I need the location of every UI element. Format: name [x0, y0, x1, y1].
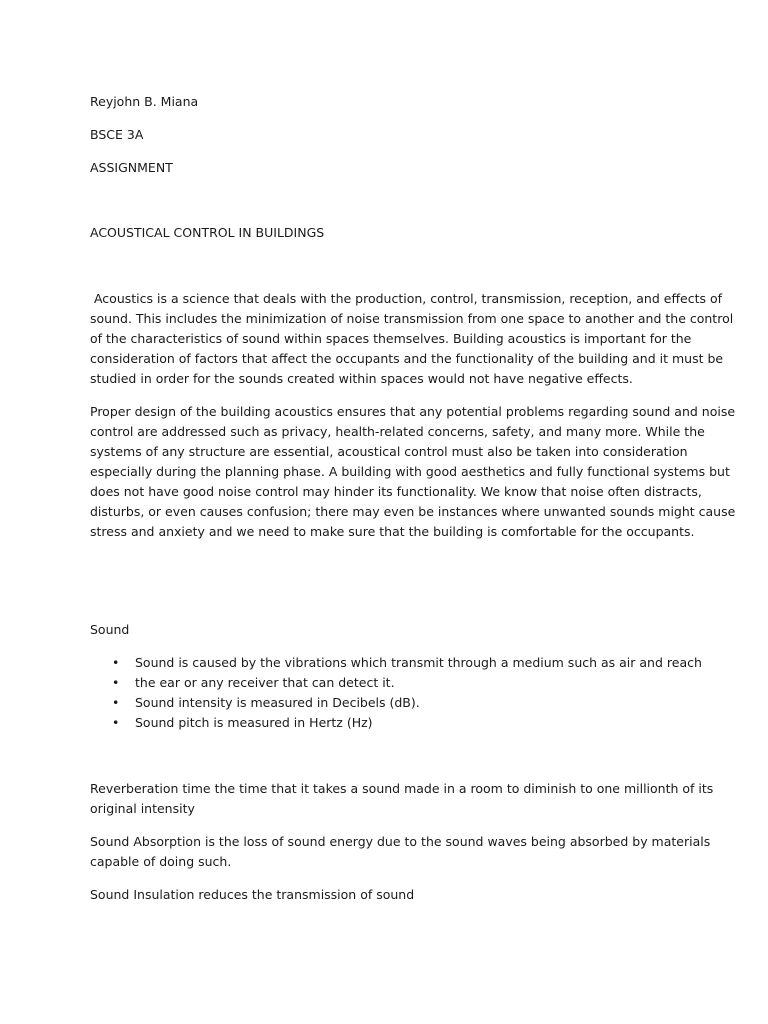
paragraph-line: does not have good noise control may hinder its functionality. We know that noise often distracts, [90, 484, 702, 499]
absorption-definition [90, 832, 711, 872]
paragraph-line: especially during the planning phase. A building with good aesthetics and fully functional systems but [90, 464, 730, 479]
reverberation-definition [90, 779, 714, 819]
intro-paragraph [90, 289, 734, 389]
paragraph-line: of the characteristics of sound within spaces themselves. Building acoustics is important for the [90, 331, 692, 346]
section-heading-sound: Sound [90, 622, 130, 637]
list-item: • Sound is caused by the vibrations which transmit through a medium such as air and reach [90, 653, 702, 673]
bullet-icon: • [112, 715, 120, 730]
paragraph-line: Proper design of the building acoustics ensures that any potential problems regarding sound and noise [90, 404, 736, 419]
bullet-icon: • [112, 695, 120, 710]
insulation-definition: Sound Insulation reduces the transmission of sound [90, 887, 415, 902]
paragraph-line: consideration of factors that affect the occupants and the functionality of the building and it must be [90, 351, 724, 366]
author-name: Reyjohn B. Miana [90, 94, 199, 109]
course-section: BSCE 3A [90, 127, 144, 142]
design-paragraph [90, 402, 736, 542]
paragraph-line: stress and anxiety and we need to make sure that the building is comfortable for the occupants. [90, 524, 695, 539]
document-type: ASSIGNMENT [90, 160, 173, 175]
paragraph-line: systems of any structure are essential, acoustical control must also be taken into consideration [90, 444, 688, 459]
paragraph-line: Sound Absorption is the loss of sound energy due to the sound waves being absorbed by materials [90, 834, 711, 849]
bullet-icon: • [112, 655, 120, 670]
paragraph-line: control are addressed such as privacy, health-related concerns, safety, and many more. While the [90, 424, 705, 439]
list-item: • the ear or any receiver that can detect it. [90, 673, 702, 693]
paragraph-line: studied in order for the sounds created within spaces would not have negative effects. [90, 371, 633, 386]
sound-bullet-list [90, 653, 702, 733]
paragraph-line: disturbs, or even causes confusion; there may even be instances where unwanted sounds might cause [90, 504, 736, 519]
paragraph-line: original intensity [90, 801, 195, 816]
paragraph-line: sound. This includes the minimization of noise transmission from one space to another and the control [90, 311, 734, 326]
paragraph-line: capable of doing such. [90, 854, 232, 869]
list-item: • Sound intensity is measured in Decibels (dB). [90, 693, 702, 713]
paragraph-line: Reverberation time the time that it takes a sound made in a room to diminish to one millionth of its [90, 781, 714, 796]
document-title: ACOUSTICAL CONTROL IN BUILDINGS [90, 225, 325, 240]
paragraph-line: Acoustics is a science that deals with the production, control, transmission, reception, and effects of [90, 291, 723, 306]
list-item: • Sound pitch is measured in Hertz (Hz) [90, 713, 702, 733]
bullet-icon: • [112, 675, 120, 690]
